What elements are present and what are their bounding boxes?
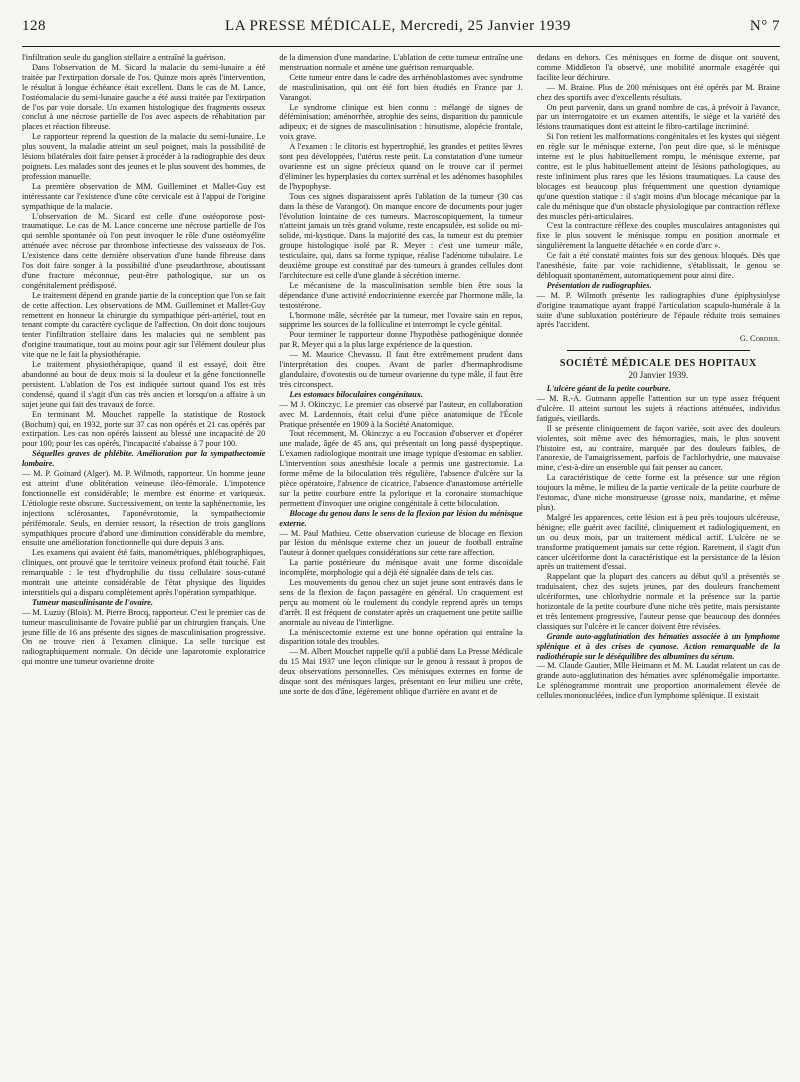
paragraph: — M. R.-A. Gutmann appelle l'attention sur un type assez fréquent d'ulcère. Il atteint surtout les sujets à réactions atténuées, individus fatigués, vieillards. <box>536 394 780 423</box>
paragraph: — M. P. Wilmoth présente les radiographies d'une épiphysiolyse d'origine traumatique ayant frappé l'articulation scapulo-humérale à la suite d'une subluxation postérieure de l'épaule réduite trois semaines après l'accident. <box>536 290 780 330</box>
text-columns <box>22 53 780 701</box>
paragraph: Pour terminer le rapporteur donne l'hypothèse pathogénique donnée par R. Meyer qui a la plus large expérience de la question. <box>279 330 523 350</box>
paragraph: — M. P. Goinard (Alger). M. P. Wilmoth, rapporteur. Un homme jeune est atteint d'une oblitération veineuse iléo-fémorale. L'impotence fonctionnelle est considérable; le membre est énorme et variqueux. L'étiologie reste obscure. Successivement, on tente la saphénectomie, les injections sclérosantes, l'aponévrotomie, la sympathectomie périfémorale. Seuls, en dernier ressort, la résection de trois ganglions sympathiques procure d'abord une diminution considérable du membre, ensuite une amélioration fonctionnelle qui dure depuis 3 ans. <box>22 469 266 548</box>
article-heading: Les estomacs biloculaires congénitaux. <box>289 389 423 399</box>
paragraph: Le traitement physiothérapique, quand il est essayé, doit être abandonné au bout de deux mois si la douleur et la gêne fonctionnelle persistent. L'ablation de l'os est indiquée surtout quand l'os est très condensé, quand il s'agit d'un cas très ancien et lorsqu'on a affaire à un sujet jeune qui fait des travaux de force. <box>22 360 266 409</box>
paragraph: C'est la contracture réflexe des couples musculaires antagonistes qui fixe le plus souvent le ménisque rompu en position anormale et singulièrement la languette détachée « en corde d'arc ». <box>536 221 780 251</box>
column-3 <box>537 53 780 701</box>
paragraph: Cette tumeur entre dans le cadre des arrhénoblastomes avec syndrome de masculinisation, qui ont été fort bien étudiés en France par J. Varangot. <box>279 72 523 102</box>
paragraph: Le rapporteur reprend la question de la malacie du semi-lunaire. Le plus souvent, la maladie atteint un seul poignet, mais la possibilité de lésions bilatérales doit faire penser à procéder à la radiographie des deux poignets. Les malades sont des jeunes et le plus souvent des hommes, de profession manuelle. <box>22 132 266 181</box>
section-divider <box>567 350 750 351</box>
paragraph: En terminant M. Mouchet rappelle la statistique de Rostock (Bochum) qui, en 1932, porte sur 37 cas non opérés et 21 cas opérés par extirpation. Les cas non opérés laissent au blessé une incapacité de 20 pour 100; pour les cas opérés, l'incapacité s'abaisse à 7 pour 100. <box>22 409 266 449</box>
paragraph: de la dimension d'une mandarine. L'ablation de cette tumeur entraîne une menstruation normale et amène une guérison remarquable. <box>279 53 523 72</box>
paragraph: Le syndrome clinique est bien connu : mélange de signes de déféminisation; aménorrhée, atrophie des seins, disparition du pannicule adipeux; et de signes de masculinisation : hirsutisme, alopécie frontale, voix grave. <box>279 102 523 142</box>
paragraph: Les mouvements du genou chez un sujet jeune sont entravés dans le sens de la flexion de façon passagère en général. Un craquement est perçu au moment où le roulement du condyle reprend après un temps d'arrêt. Il est fréquent de constater après un craquement une petite saillie anormale au niveau de l'interligne. <box>279 578 523 627</box>
paragraph: Le traitement dépend en grande partie de la conception que l'on se fait de cette affection. Les observations de MM. Guilleminet et Mallet-Guy remettent en honneur la chirurgie du sympathique péri-artériel, tout en tenant compte du caractère cyclique de l'affection. On doit donc toujours tenter l'infiltration stellaire dans les malacies qui ne semblent pas d'origine traumatique, tout au moins pour agir sur l'élément douleur plus vite que ne le fait la physiothérapie. <box>22 290 266 360</box>
paragraph: Tous ces signes disparaissent après l'ablation de la tumeur (30 cas dans la thèse de Varangot). On manque encore de documents pour juger l'évolution lointaine de ces tumeurs. Macroscopiquement, la tumeur n'atteint jamais un très grand volume, reste encapsulée, est solide ou mi-solide, mi-kystique. Dans la majorité des cas, la tumeur est du premier groupe histologique isolé par R. Meyer : c'est une tumeur mâle, testiculaire, qui, dans sa forme typique, réalise l'adénome tubulaire. Le deuxième groupe est constitué par des tumeurs à grandes cellules dont l'architecture est celle d'une glande à sécrétion interne. <box>279 191 523 280</box>
paragraph: — M. Luzuy (Blois). M. Pierre Brocq, rapporteur. C'est le premier cas de tumeur masculinisante de l'ovaire publié par un chirurgien français. Une jeune fille de 16 ans présente des signes de masculinisation progressive. On ne trouve rien à l'examen clinique. La selle turcique est radiographiquement normale. On décide une laparotomie exploratrice qui montre une tumeur ovarienne droite <box>22 607 266 667</box>
paragraph: Tout récemment, M. Okinczyc a eu l'occasion d'observer et d'opérer une malade, âgée de 45 ans, qui présentait un long passé dyspeptique. L'examen radiologique montrait une image typique d'estomac en sablier. L'intervention sous anesthésie locale a permis une gastrectomie. La forme même de la biloculation très régulière, l'absence d'ulcère sur la pièce opératoire, l'absence de cicatrice, l'absence d'anastomose artérielle sur la petite courbure entre la pylorique et la coronaire stomachique permettent d'invoquer une origine congénitale à cette biloculation. <box>279 429 523 508</box>
paragraph: La caractéristique de cette forme est la présence sur une région toujours la même, le milieu de la partie verticale de la petite courbure de l'estomac, d'une niche monstrueuse (grosse noix, mandarine, et même plus). <box>536 473 780 512</box>
article-heading: Séquelles graves de phlébite. Amélioration par la sympathectomie lombaire. <box>22 449 266 469</box>
paragraph: Rappelant que la plupart des cancers au début qu'il a présentés se traduisaient, chez des sujets jeunes, par des douleurs franchement ulcériformes, une chlorhydrie normale et la présence sur la partie horizontale de la petite courbure d'une niche très petite, mais persistante et très lentement progressive, l'auteur pense que beaucoup des données classiques sur l'ulcère et le cancer doivent être révisées. <box>536 572 780 631</box>
issue-number: N° 7 <box>749 18 780 34</box>
paragraph: Le mécanisme de la masculinisation semble bien être sous la dépendance d'une activité endocrinienne exercée par l'hormone mâle, la testostérone. <box>279 280 523 310</box>
section-title: SOCIÉTÉ MÉDICALE DES HOPITAUX <box>559 358 757 370</box>
article-heading: L'ulcère géant de la petite courbure. <box>546 384 671 394</box>
paragraph: Si l'on retient les malformations congénitales et les kystes qui siègent en règle sur le ménisque externe, l'on peut dire que, si le ménisque interne est le plus habituellement rompu, le ménisque externe, par contre, est le plus habituellement atteint de lésions pathologiques, au reste infiniment plus rares que les lésions traumatiques. La cause des blocages est beaucoup plus fréquemment une question dynamique qu'une question statique : il s'agit moins d'un blocage mécanique par la cale du ménisque que d'un obstacle physiologique par contraction réflexe des muscles péri-articulaires. <box>536 132 780 221</box>
paragraph: Dans l'observation de M. Sicard la malacie du semi-lunaire a été traitée par l'extirpation dorsale de l'os. Quinze mois après l'intervention, le résultat à longue échéance était excellent. Dans le cas de M. Lance, l'ostéomalacie du semi-lunaire gauche a été aussi traitée par l'extirpation de l'os par voie dorsale. Un examen histologique des fragments osseux conclut à une nécrose partielle de l'os avec aspects de réhabitation par places et réaction fibreuse. <box>22 62 266 132</box>
paragraph: — M. Paul Mathieu. Cette observation curieuse de blocage en flexion par lésion du ménisque externe chez un joueur de football entraîne l'auteur à donner quelques considérations sur cette rare affection. <box>279 528 523 558</box>
paragraph: — M. Maurice Chevassu. Il faut être extrêmement prudent dans l'interprétation des coupes. Avant de parler d'hermaphrodisme glandulaire, d'ovotestis ou de tumeur ovarienne du type mâle, il faut être très circonspect. <box>279 350 523 389</box>
paragraph: On peut parvenir, dans un grand nombre de cas, à prévoir à l'avance, par un interrogatoire et un examen attentifs, le siège et la variété des lésions traumatiques dont est atteint le fibro-cartilage incriminé. <box>536 102 780 132</box>
paragraph: A l'examen : le clitoris est hypertrophié, les grandes et petites lèvres sont peu développées, l'utérus reste petit. La constatation d'une tumeur ovarienne est un signe précieux quand on le trouve car il permet d'éliminer les hyperplasies du cortex surrénal et les adénomes basophiles de l'hypophyse. <box>279 142 523 191</box>
article-heading: Grande auto-agglutination des hématies associée à un lymphome splénique et à des crises de cyanose. Action remarquable de la radiothérapie sur le déséquilibre des albumines du sérum. <box>536 631 780 661</box>
header-rule <box>22 46 780 47</box>
column-1 <box>22 53 265 701</box>
paragraph: — M J. Okinczyc. Le premier cas observé par l'auteur, en collaboration avec M. Lardennois, était celui d'une pièce anatomique de l'École Pratique présentée en 1909 à la Société Anatomique. <box>279 399 523 429</box>
paragraph: La première observation de MM. Guilleminet et Mallet-Guy est intéressante car l'existence d'une côte cervicale est à l'appui de l'origine sympathique de la malacie. <box>22 181 266 211</box>
paragraph: Il se présente cliniquement de façon variée, soit avec des douleurs violentes, soit même avec des hémorragies, mais, le plus souvent l'histoire est, au contraire, marquée par des douleurs faibles, de l'anorexie, de l'amaigrissement, parfois de l'achlorhydrie, une mauvaise mine, c'est-à-dire un ensemble qui fait penser au cancer. <box>536 423 780 473</box>
paragraph: La partie postérieure du ménisque avait une forme discoïdale incomplète, morphologie qui a déjà été signalée dans de tels cas. <box>279 558 523 578</box>
paragraph: Les examens qui avaient été faits, manométriques, phlébographiques, cliniques, ont prouvé que le territoire veineux profond était touché. Fait remarquable : le test d'hydrophilie du tissu cellulaire sous-cutané montrait une atteinte considérable de l'état physique des liquides interstitiels qui a disparu complètement après l'opération sympathique. <box>22 548 266 597</box>
paragraph: dedans en dehors. Ces ménisques en forme de disque ont souvent, comme Middleton l'a observé, une mobilité anormale exagérée qui facilite leur déchirure. <box>536 53 780 82</box>
article-heading: Tumeur masculinisante de l'ovaire. <box>32 597 153 607</box>
paragraph: l'infiltration seule du ganglion stellaire a entraîné la guérison. <box>22 53 226 62</box>
paragraph: Malgré les apparences, cette lésion est à peu près toujours ulcéreuse, bénigne; elle guérit avec facilité, cliniquement et radiologiquement, en un ou deux mois, par un traitement médical actif. L'ulcère ne se transforme pratiquement jamais sur cette région. Rarement, il s'agit d'un cancer ulcériforme dont la caractéristique est la persistance de la lésion après un traitement d'essai. <box>536 512 780 572</box>
paragraph: L'observation de M. Sicard est celle d'une ostéoporose post-traumatique. Le cas de M. Lance concerne une nécrose partielle de l'os qui semble spontanée où l'on peut invoquer le rôle d'une ostéomyélite atténuée avec nécrose par thrombose infectieuse des vaisseaux de l'os. L'existence dans cette dernière observation d'une bande fibreuse dans l'os doit faire songer à la possibilité d'une pseudarthrose, aboutissant d'une fracture méconnue, peut-être pathologique, sur un os congénitalement prédisposé. <box>22 211 266 290</box>
paragraph: La méniscectomie externe est une bonne opération qui entraîne la disparition totale des troubles. <box>279 627 523 647</box>
paragraph: — M. Claude Gautier, Mlle Heimann et M. M. Laudat relatent un cas de grande auto-agglutination des hématies avec splénomégalie importante. Le splénogramme montrait une proportion anormalement élevée de cellules mononucléées, indice d'un lymphome splénique. Il existait <box>536 661 780 701</box>
paragraph: — M. Albert Mouchet rappelle qu'il a publié dans La Presse Médicale du 15 Mai 1937 une leçon clinique sur le genou à ressaut à propos de deux observations personnelles. Ces ménisques externes en forme de disque sont des ménisques larges, présentant en leur milieu une crête, une sorte de dos d'âne, légèrement oblique d'arrière en avant et de <box>279 647 523 696</box>
paragraph: L'hormone mâle, sécrétée par la tumeur, met l'ovaire sain en repos, supprime les sources de la folliculine et interrompt le cycle génital. <box>279 310 523 330</box>
article-heading: Présentation de radiographies. <box>546 280 652 290</box>
journal-title: LA PRESSE MÉDICALE, Mercredi, 25 Janvier 1939 <box>225 18 571 34</box>
page-number: 128 <box>22 18 46 34</box>
article-heading: Blocage du genou dans le sens de la flexion par lésion du ménisque externe. <box>279 508 523 528</box>
paragraph: — M. Braine. Plus de 200 ménisques ont été opérés par M. Braine chez des sportifs avec d'excellents résultats. <box>536 82 780 102</box>
page-header <box>22 18 780 42</box>
paragraph: Ce fait a été constaté maintes fois sur des genoux bloqués. Dès que l'anesthésie, faite par voie rachidienne, s'établissait, le genou se débloquait spontanément, automatiquement pour ainsi dire. <box>536 251 780 280</box>
author-signature: G. Cordier. <box>739 334 780 344</box>
column-2 <box>279 53 522 701</box>
section-date: 20 Janvier 1939. <box>628 370 689 381</box>
